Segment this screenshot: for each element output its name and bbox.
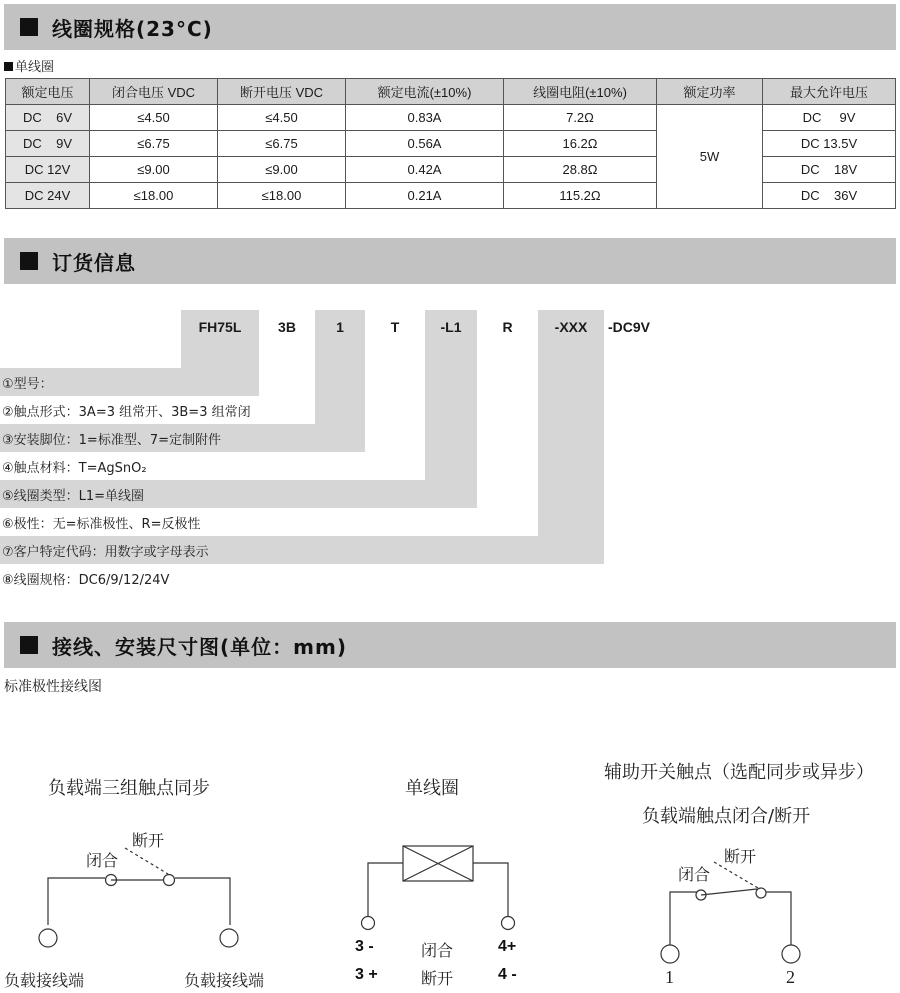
- legend-item: ③安装脚位：1=标准型、7=定制附件: [0, 424, 365, 452]
- pin-label: 4 -: [498, 966, 517, 983]
- diagram-title-aux-contact: 辅助开关触点（选配同步或异步）: [604, 762, 874, 783]
- table-cell: 0.42A: [346, 157, 504, 183]
- table-cell: ≤6.75: [218, 131, 346, 157]
- section-title: 接线、安装尺寸图(单位：mm): [52, 634, 347, 659]
- coil-symbol: [362, 846, 515, 930]
- column-header: 断开电压 VDC: [218, 79, 346, 105]
- state-label: 断开: [421, 969, 454, 988]
- table-cell: ≤4.50: [218, 105, 346, 131]
- order-code-customer: -XXX: [538, 310, 604, 344]
- table-cell: 7.2Ω: [504, 105, 657, 131]
- legend-item: ⑤线圈类型：L1=单线圈: [0, 480, 477, 508]
- table-cell: ≤9.00: [90, 157, 218, 183]
- label-load-terminal-left: 负载接线端: [4, 971, 85, 990]
- section-header-wiring: [4, 622, 896, 668]
- table-row: [6, 183, 896, 209]
- code-stem: [425, 344, 477, 480]
- legend-item: ⑦客户特定代码：用数字或字母表示: [0, 536, 604, 564]
- table-row: [6, 157, 896, 183]
- pin-label: 3 +: [355, 966, 378, 983]
- order-code-pin-layout: 1: [315, 310, 365, 344]
- label-open: 断开: [132, 831, 165, 850]
- square-bullet-icon: [4, 62, 13, 71]
- section-title: 订货信息: [52, 250, 136, 275]
- code-stem: [538, 344, 604, 564]
- legend-item: ④触点材料：T=AgSnO₂: [2, 460, 147, 476]
- square-bullet-icon: [20, 636, 38, 654]
- column-header: 线圈电阻(±10%): [504, 79, 657, 105]
- table-cell: 0.56A: [346, 131, 504, 157]
- column-header: 闭合电压 VDC: [90, 79, 218, 105]
- table-cell: DC 12V: [6, 157, 90, 183]
- column-header: 额定电压: [6, 79, 90, 105]
- table-row: [6, 105, 896, 131]
- diagram-subtitle-aux: 负载端触点闭合/断开: [642, 806, 811, 827]
- table-cell: DC 13.5V: [763, 131, 896, 157]
- table-cell: ≤9.00: [218, 157, 346, 183]
- diagram-title-single-coil: 单线圈: [405, 778, 459, 799]
- table-cell: DC 6V: [6, 105, 90, 131]
- table-cell: ≤6.75: [90, 131, 218, 157]
- load-contact-symbol: [39, 848, 238, 947]
- table-cell: DC 36V: [763, 183, 896, 209]
- subheading-single-coil: 单线圈: [4, 56, 54, 75]
- section-header-ordering: [4, 238, 896, 284]
- table-cell: 115.2Ω: [504, 183, 657, 209]
- section-header-coil-spec: [4, 4, 896, 50]
- label-load-terminal-right: 负载接线端: [184, 971, 265, 990]
- table-cell: ≤18.00: [218, 183, 346, 209]
- pin-label: 4+: [498, 938, 517, 955]
- legend-item: ①型号：: [0, 368, 259, 396]
- order-code-contact-material: T: [390, 319, 400, 335]
- order-code-contact-form: 3B: [278, 319, 296, 335]
- state-label: 闭合: [421, 941, 454, 960]
- pin-number: 2: [786, 967, 795, 987]
- legend-item: ②触点形式：3A=3 组常开、3B=3 组常闭: [2, 404, 251, 420]
- order-code-coil-type: -L1: [425, 310, 477, 344]
- table-cell: DC 9V: [6, 131, 90, 157]
- order-code-coil-spec: -DC9V: [608, 319, 651, 335]
- table-cell: DC 24V: [6, 183, 90, 209]
- table-cell: 16.2Ω: [504, 131, 657, 157]
- coil-spec-table: [5, 78, 896, 209]
- label-closed: 闭合: [86, 851, 119, 870]
- column-header: 额定功率: [657, 79, 763, 105]
- legend-item: ⑥极性：无=标准极性、R=反极性: [2, 516, 201, 532]
- table-row: [6, 131, 896, 157]
- table-cell: 28.8Ω: [504, 157, 657, 183]
- order-code-polarity: R: [502, 319, 513, 335]
- label-open: 断开: [724, 847, 757, 866]
- diagram-title-load-sync: 负载端三组触点同步: [48, 778, 210, 799]
- table-cell: ≤4.50: [90, 105, 218, 131]
- order-code-model: FH75L: [181, 310, 259, 344]
- table-header-row: [6, 79, 896, 105]
- table-cell: ≤18.00: [90, 183, 218, 209]
- square-bullet-icon: [20, 18, 38, 36]
- square-bullet-icon: [20, 252, 38, 270]
- table-cell: 0.83A: [346, 105, 504, 131]
- table-cell: DC 9V: [763, 105, 896, 131]
- pin-label: 3 -: [355, 938, 374, 955]
- label-closed: 闭合: [678, 865, 711, 884]
- table-cell: 0.21A: [346, 183, 504, 209]
- pin-number: 1: [665, 967, 674, 987]
- legend-item: ⑧线圈规格：DC6/9/12/24V: [2, 572, 170, 588]
- section-title: 线圈规格(23°C): [52, 16, 213, 41]
- table-cell: DC 18V: [763, 157, 896, 183]
- column-header: 额定电流(±10%): [346, 79, 504, 105]
- subheading-standard-polarity: 标准极性接线图: [4, 679, 102, 695]
- column-header: 最大允许电压: [763, 79, 896, 105]
- rated-power-cell: 5W: [657, 105, 763, 209]
